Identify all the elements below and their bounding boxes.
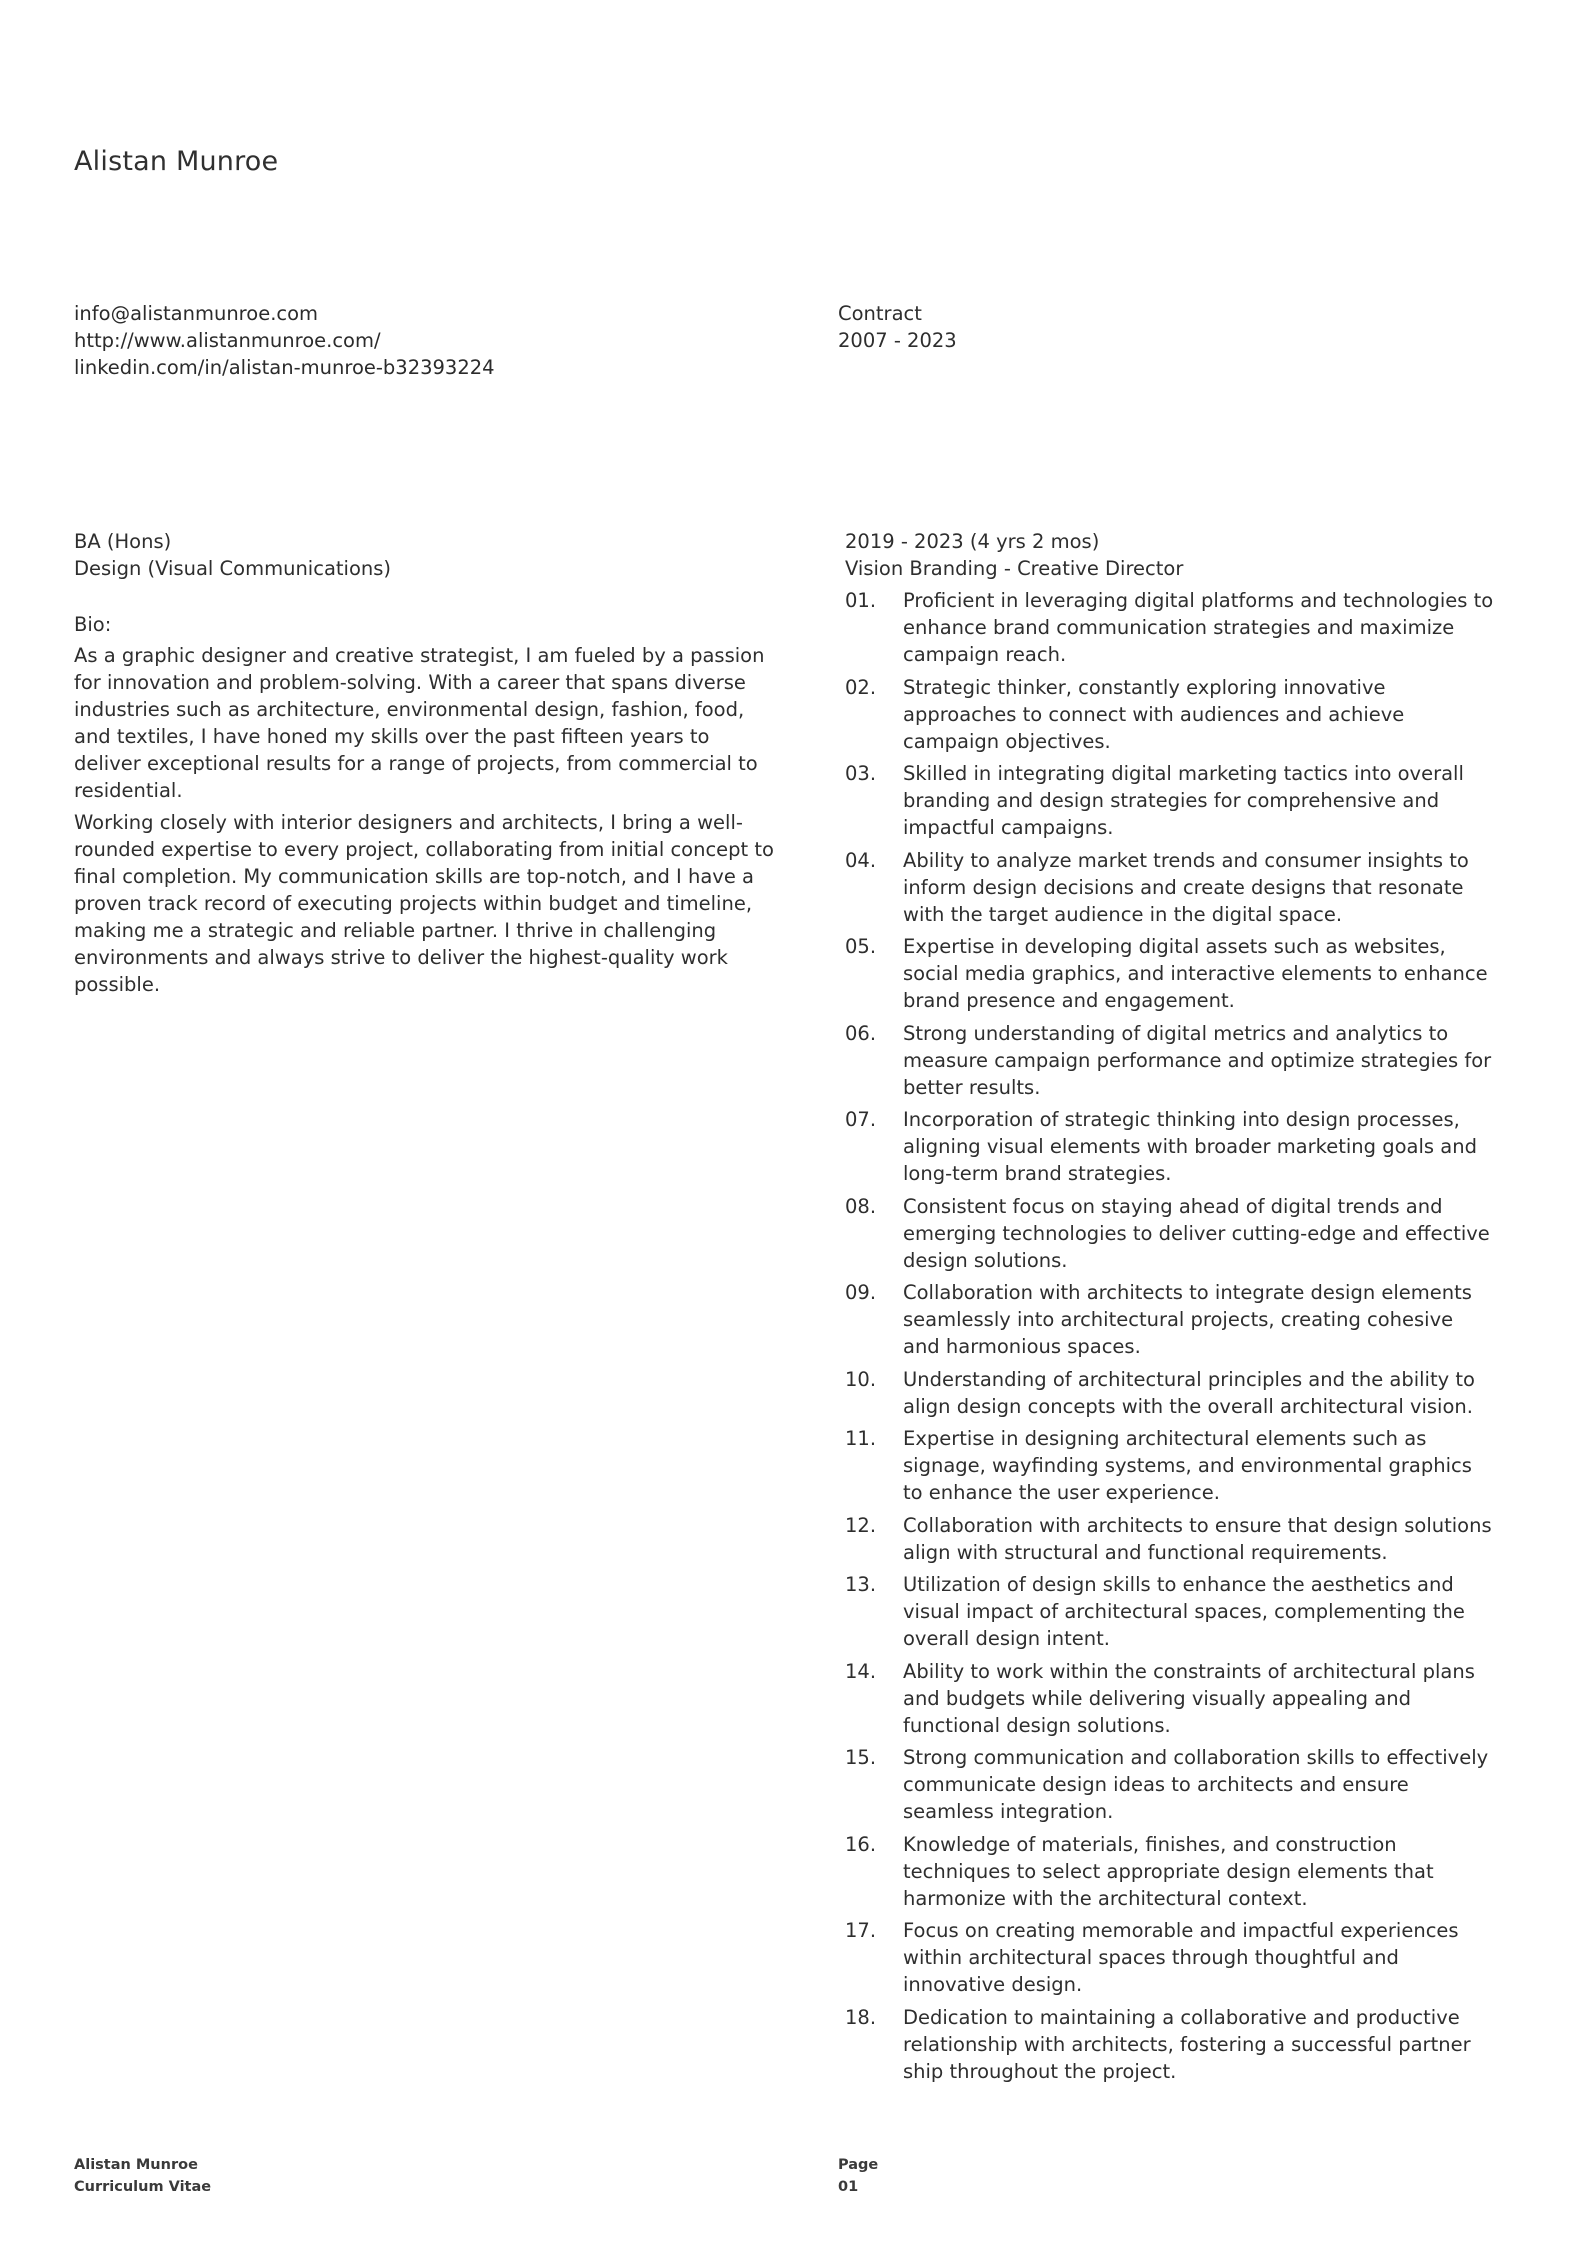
contact-block bbox=[74, 300, 495, 381]
job-title: Vision Branding - Creative Director bbox=[845, 557, 1184, 580]
list-item-text: Dedication to maintaining a collaborative and productive relationship with architects, fostering a successful partner ship throughout the project. bbox=[903, 2005, 1471, 2083]
footer-page bbox=[838, 2154, 878, 2198]
list-item bbox=[845, 1279, 1495, 1360]
list-item-text: Collaboration with architects to integrate design elements seamlessly into architectural projects, creating cohesive and harmonious spaces. bbox=[903, 1281, 1472, 1358]
list-item bbox=[845, 847, 1495, 928]
list-item-text: Collaboration with architects to ensure that design solutions align with structural and functional requirements. bbox=[903, 1513, 1492, 1564]
list-item-text: Incorporation of strategic thinking into design processes, aligning visual elements with broader marketing goals and long-term brand strategies. bbox=[903, 1108, 1477, 1185]
list-item-number: 03. bbox=[845, 762, 877, 785]
degree-title: BA (Hons) bbox=[74, 530, 172, 553]
list-item-number: 13. bbox=[845, 1573, 877, 1596]
list-item-number: 09. bbox=[845, 1281, 877, 1304]
bio-paragraph-1: As a graphic designer and creative strategist, I am fueled by a passion for innovation and problem-solving. With a career that spans diverse industries such as architecture, environmental design, fashion, food, and textiles, I have honed my skills over the past fifteen years to deliver exceptional results for a range of projects, from commercial to residential. bbox=[74, 644, 765, 802]
linkedin-link[interactable]: linkedin.com/in/alistan-munroe-b32393224 bbox=[74, 356, 495, 379]
list-item bbox=[845, 1425, 1495, 1506]
bio-text bbox=[74, 642, 774, 1003]
degree-subject: Design (Visual Communications) bbox=[74, 557, 392, 580]
list-item-number: 14. bbox=[845, 1659, 877, 1683]
list-item bbox=[845, 587, 1495, 668]
list-item-number: 10. bbox=[845, 1367, 877, 1391]
email-link[interactable]: info@alistanmunroe.com bbox=[74, 302, 319, 325]
list-item-number: 12. bbox=[845, 1513, 877, 1537]
list-item-number: 06. bbox=[845, 1021, 877, 1045]
website-link[interactable]: http://www.alistanmunroe.com/ bbox=[74, 329, 381, 352]
list-item-text: Focus on creating memorable and impactful experiences within architectural spaces through thoughtful and innovative design. bbox=[903, 1919, 1459, 1996]
contract-label: Contract bbox=[838, 302, 922, 325]
list-item-text: Skilled in integrating digital marketing tactics into overall branding and design strategies for comprehensive and impactful campaigns. bbox=[903, 762, 1464, 839]
list-item-number: 11. bbox=[845, 1427, 877, 1450]
list-item-number: 05. bbox=[845, 935, 877, 958]
list-item-text: Strategic thinker, constantly exploring innovative approaches to connect with audiences and achieve campaign objectives. bbox=[903, 675, 1405, 753]
list-item-number: 17. bbox=[845, 1919, 877, 1942]
list-item-text: Expertise in developing digital assets such as websites, social media graphics, and interactive elements to enhance brand presence and engagement. bbox=[903, 935, 1488, 1012]
list-item-number: 15. bbox=[845, 1746, 877, 1769]
list-item-number: 01. bbox=[845, 589, 877, 612]
list-item bbox=[845, 1020, 1495, 1101]
list-item bbox=[845, 760, 1495, 841]
list-item bbox=[845, 1106, 1495, 1187]
list-item bbox=[845, 2004, 1495, 2085]
list-item-number: 16. bbox=[845, 1832, 877, 1856]
job-responsibilities-list bbox=[845, 587, 1495, 2090]
footer-identity bbox=[74, 2154, 211, 2198]
job-dates: 2019 - 2023 (4 yrs 2 mos) bbox=[845, 530, 1100, 553]
list-item-text: Expertise in designing architectural elements such as signage, wayfinding systems, and environmental graphics to enhance the user experience. bbox=[903, 1427, 1472, 1504]
footer-page-label: Page bbox=[838, 2157, 879, 2173]
bio-label: Bio: bbox=[74, 613, 112, 636]
list-item bbox=[845, 1744, 1495, 1825]
contract-years: 2007 - 2023 bbox=[838, 329, 957, 352]
list-item bbox=[845, 1658, 1495, 1739]
list-item-number: 18. bbox=[845, 2005, 877, 2029]
footer-name: Alistan Munroe bbox=[74, 2157, 198, 2173]
list-item-text: Utilization of design skills to enhance the aesthetics and visual impact of architectural spaces, complementing the overall design intent. bbox=[903, 1573, 1465, 1650]
candidate-name: Alistan Munroe bbox=[74, 146, 279, 177]
list-item-text: Consistent focus on staying ahead of digital trends and emerging technologies to deliver cutting-edge and effective design solutions. bbox=[903, 1194, 1490, 1272]
list-item bbox=[845, 1366, 1495, 1420]
list-item-number: 08. bbox=[845, 1194, 877, 1218]
list-item-text: Proficient in leveraging digital platforms and technologies to enhance brand communication strategies and maximize campaign reach. bbox=[903, 589, 1494, 666]
list-item-text: Understanding of architectural principles and the ability to align design concepts with the overall architectural vision. bbox=[903, 1367, 1475, 1418]
list-item-number: 07. bbox=[845, 1108, 877, 1131]
list-item-text: Knowledge of materials, finishes, and construction techniques to select appropriate design elements that harmonize with the architectural context. bbox=[903, 1832, 1434, 1910]
footer-page-number: 01 bbox=[838, 2179, 859, 2195]
bio-paragraph-2: Working closely with interior designers and architects, I bring a well-rounded expertise to every project, collaborating from initial concept to final completion. My communication skills are top-notch, and I have a proven track record of executing projects within budget and timeline, making me a strategic and reliable partner. I thrive in challenging environments and always strive to deliver the highest-quality work possible. bbox=[74, 811, 774, 996]
contract-block bbox=[838, 300, 957, 354]
education-block bbox=[74, 528, 391, 582]
list-item-text: Ability to work within the constraints of architectural plans and budgets while delivering visually appealing and functional design solutions. bbox=[903, 1659, 1475, 1737]
list-item-number: 02. bbox=[845, 675, 877, 699]
job-header bbox=[845, 528, 1183, 582]
list-item bbox=[845, 1831, 1495, 1912]
list-item bbox=[845, 1917, 1495, 1998]
list-item-text: Ability to analyze market trends and consumer insights to inform design decisions and create designs that resonate with the target audience in the digital space. bbox=[903, 848, 1469, 926]
list-item-number: 04. bbox=[845, 848, 877, 872]
list-item bbox=[845, 1512, 1495, 1566]
list-item bbox=[845, 1571, 1495, 1652]
list-item-text: Strong understanding of digital metrics and analytics to measure campaign performance and optimize strategies for better results. bbox=[903, 1021, 1492, 1099]
list-item bbox=[845, 1193, 1495, 1274]
footer-doc-type: Curriculum Vitae bbox=[74, 2179, 212, 2195]
list-item bbox=[845, 933, 1495, 1014]
list-item-text: Strong communication and collaboration skills to effectively communicate design ideas to architects and ensure seamless integration. bbox=[903, 1746, 1489, 1823]
list-item bbox=[845, 674, 1495, 755]
